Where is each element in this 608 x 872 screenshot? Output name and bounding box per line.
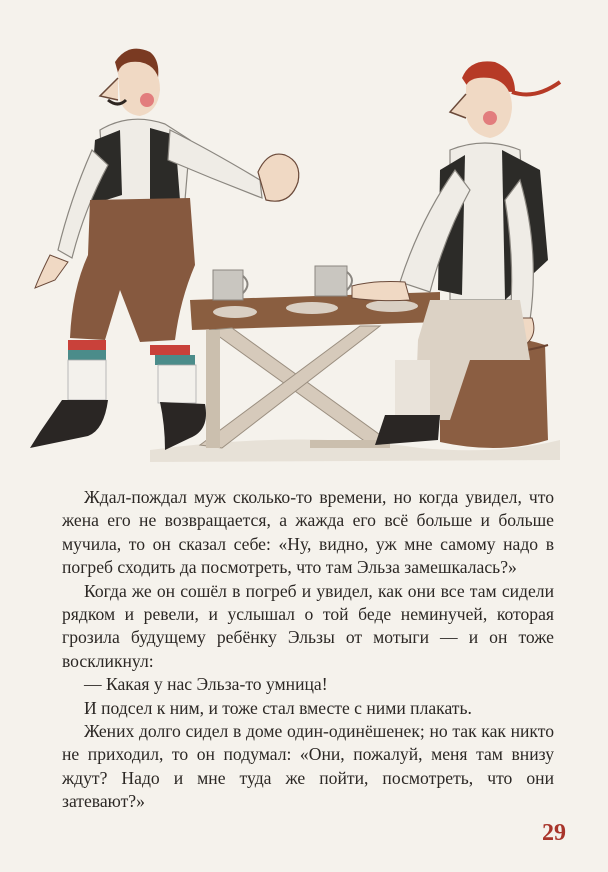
paragraph-2: Когда же он сошёл в погреб и увидел, как они все там сидели рядком и ревели, и услышал о той беде неминучей, которая грозила будущему ребёнку Эльзы от мотыги — и он тоже воскликнул: — [62, 580, 554, 671]
walking-man-figure — [30, 49, 299, 450]
paragraph-4: И подсел к ним, и тоже стал вместе с ними плакать. — [84, 697, 472, 718]
paragraph-3: — Какая у нас Эльза-то умница! — [84, 674, 328, 695]
story-text — [62, 486, 554, 814]
seated-man-figure — [352, 61, 560, 448]
paragraph-5: Жених долго сидел в доме один-одинёшенек; но так как никто не приходил, то он подумал: «Они, пожалуй, меня там внизу ждут? Надо и мне туда же пойти, посмотреть, что они затевают?» — [62, 721, 554, 812]
paragraph-1: Ждал-пождал муж сколько-то времени, но когда увидел, что жена его не возвращается, а жажда его всё больше и больше мучила, то он сказал себе: «Ну, видно, уж мне самому надо в погреб сходить да посмотреть, что там Эльза замешкалась?» — [62, 487, 554, 578]
page-number: 29 — [542, 820, 566, 846]
